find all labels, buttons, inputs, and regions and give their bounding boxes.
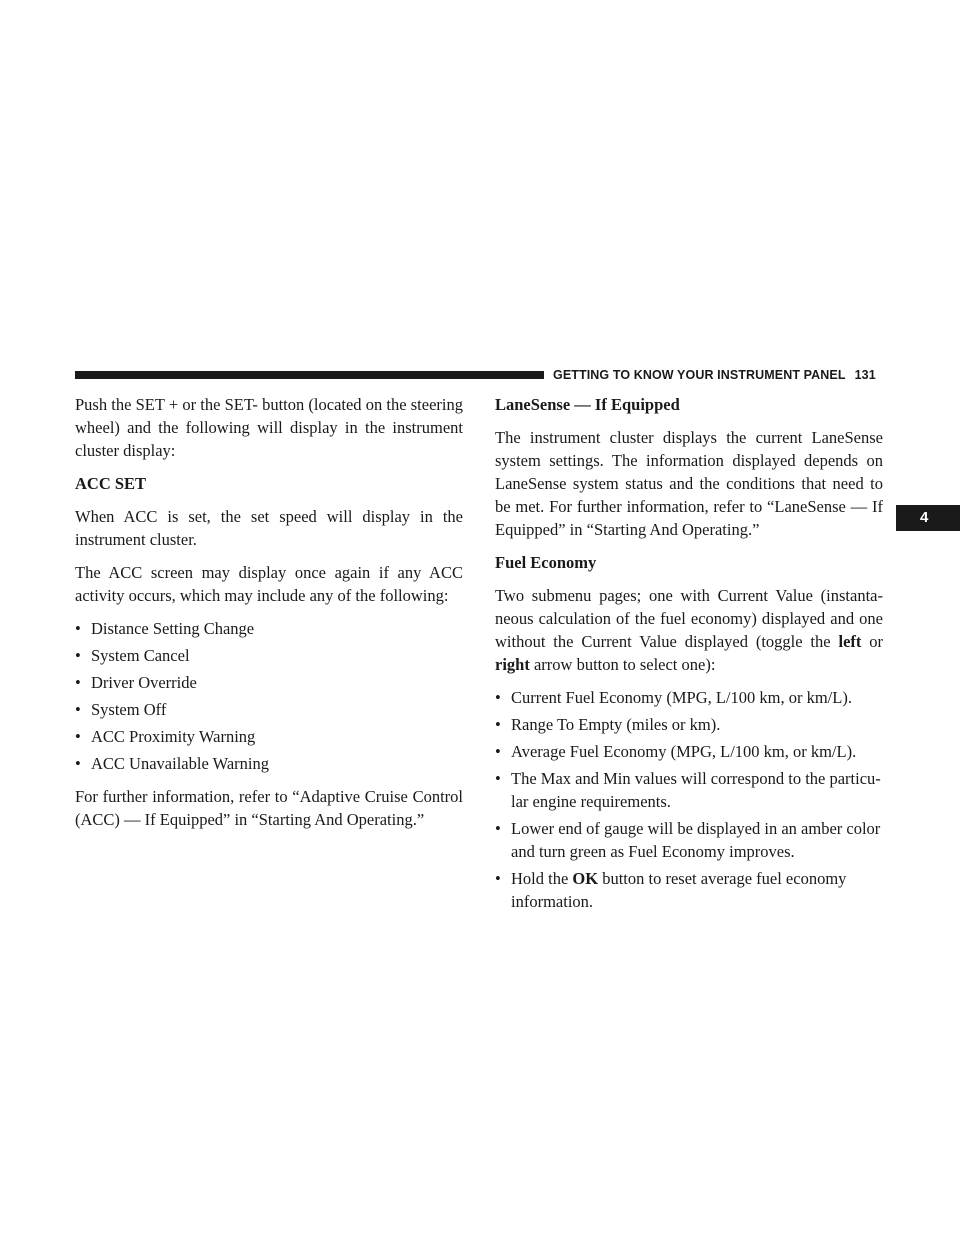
bullet: • [75,700,81,719]
fuel-economy-heading: Fuel Economy [495,553,597,572]
list-item: • Driver Override [75,673,197,692]
left-column [75,393,463,841]
bullet: • [75,673,81,692]
list-item: • System Off [75,700,167,719]
running-header [553,368,876,382]
list-item: • System Cancel [75,646,190,665]
lanesense-paragraph: The instrument cluster displays the current LaneSense system settings. The information displayed depends on LaneSense system status and the conditions that need to be met. For further information, refer to “LaneSense — If Equipped” in “Starting And Operating.” [495,428,883,539]
list-item: • The Max and Min values will correspond to the particu-lar engine requirements. [495,769,881,811]
header-rule [75,371,544,379]
list-item: • ACC Proximity Warning [75,727,256,746]
bullet: • [75,754,81,773]
list-item: • Range To Empty (miles or km). [495,715,721,734]
chapter-tab: 4 [896,505,960,531]
acc-set-paragraph: When ACC is set, the set speed will display in the instrument cluster. [75,507,463,549]
right-column [495,393,883,923]
bullet: • [75,727,81,746]
right-keyword: right [495,655,530,674]
further-info-paragraph: For further information, refer to “Adaptive Cruise Control (ACC) — If Equipped” in “Starting And Operating.” [75,787,463,829]
list-item: • Hold the OK button to reset average fuel economy information. [495,869,847,911]
left-keyword: left [838,632,862,651]
bullet: • [75,619,81,638]
acc-set-heading: ACC SET [75,474,147,493]
fuel-economy-list [495,686,883,913]
bullet: • [495,742,501,761]
lanesense-heading: LaneSense — If Equipped [495,395,680,414]
acc-activity-list [75,617,463,775]
section-title: GETTING TO KNOW YOUR INSTRUMENT PANEL [553,368,846,382]
intro-paragraph: Push the SET + or the SET- button (located on the steering wheel) and the following will display in the instrument cluster display: [75,395,463,460]
acc-screen-paragraph: The ACC screen may display once again if any ACC activity occurs, which may include any of the following: [75,563,463,605]
bullet: • [495,869,501,888]
ok-keyword: OK [572,869,599,888]
page-number: 131 [854,368,876,382]
bullet: • [495,715,501,734]
bullet: • [75,646,81,665]
list-item: • Distance Setting Change [75,619,255,638]
list-item: • Average Fuel Economy (MPG, L/100 km, or km/L). [495,742,857,761]
bullet: • [495,688,501,707]
bullet: • [495,819,501,838]
list-item: • Lower end of gauge will be displayed in an amber color and turn green as Fuel Economy improves. [495,819,881,861]
fuel-economy-paragraph: Two submenu pages; one with Current Value (instanta-neous calculation of the fuel economy) displayed and one without the Current Value displayed (toggle the left or right arrow button to select one): [495,586,884,674]
list-item: • ACC Unavailable Warning [75,754,269,773]
bullet: • [495,769,501,788]
list-item: • Current Fuel Economy (MPG, L/100 km, or km/L). [495,688,852,707]
